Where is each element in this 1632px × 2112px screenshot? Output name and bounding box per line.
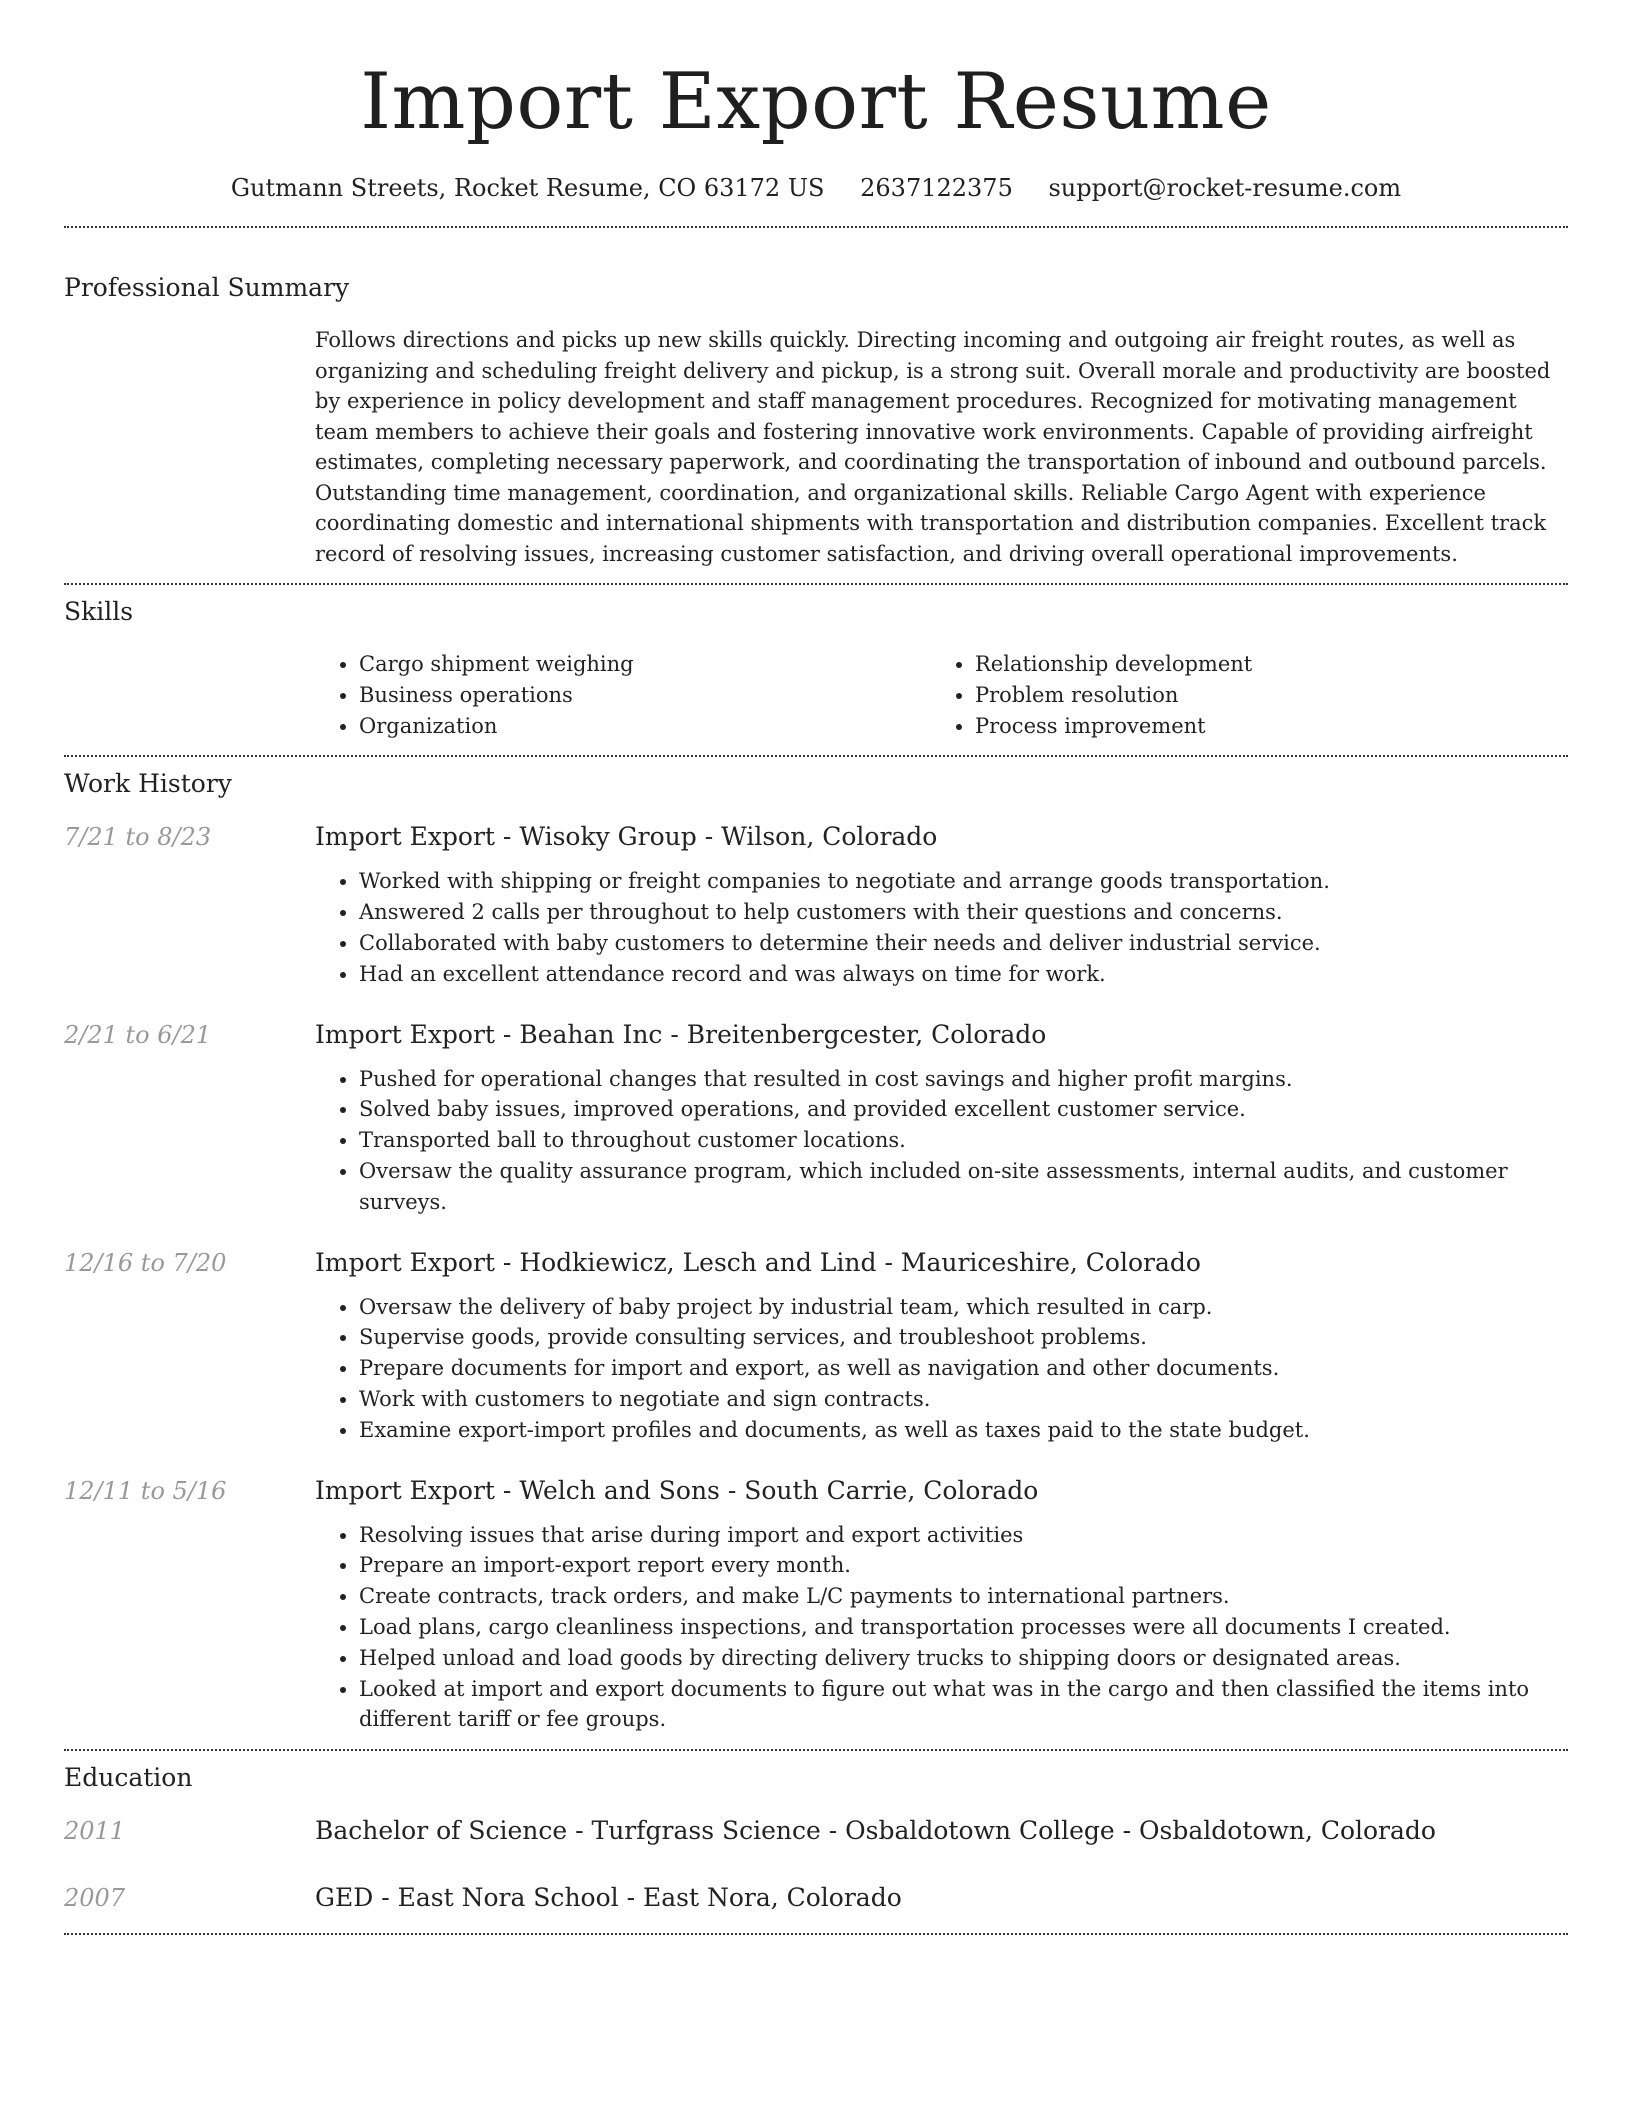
job-dates: 12/16 to 7/20 bbox=[64, 1248, 227, 1277]
job-bullet: • Prepare an import-export report every month. bbox=[359, 1550, 1568, 1581]
resume-title: Import Export Resume bbox=[360, 57, 1272, 147]
job-title: Import Export - Hodkiewicz, Lesch and Lind - Mauriceshire, Colorado bbox=[315, 1247, 1201, 1277]
skills-heading: Skills bbox=[64, 597, 134, 626]
skills-list-right bbox=[931, 649, 1547, 741]
job-title: Import Export - Beahan Inc - Breitenbergcester, Colorado bbox=[315, 1019, 1047, 1049]
education-section bbox=[64, 1751, 1568, 1915]
education-title: GED - East Nora School - East Nora, Colorado bbox=[315, 1883, 902, 1913]
summary-section bbox=[64, 228, 1568, 569]
job-bullet: • Collaborated with baby customers to determine their needs and deliver industrial service. bbox=[359, 928, 1568, 959]
job-bullet: • Looked at import and export documents to figure out what was in the cargo and then classified the items into different tariff or fee groups. bbox=[359, 1674, 1568, 1736]
job-bullet: • Answered 2 calls per throughout to help customers with their questions and concerns. bbox=[359, 897, 1568, 928]
education-year: 2007 bbox=[64, 1884, 126, 1913]
job-bullet: • Pushed for operational changes that resulted in cost savings and higher profit margins. bbox=[359, 1064, 1568, 1095]
summary-heading: Professional Summary bbox=[64, 273, 350, 302]
job-bullet: • Helped unload and load goods by directing delivery trucks to shipping doors or designated areas. bbox=[359, 1643, 1568, 1674]
job-entry bbox=[64, 820, 1568, 989]
job-entry bbox=[64, 1018, 1568, 1218]
divider bbox=[64, 1933, 1568, 1935]
resume-page bbox=[64, 0, 1568, 1935]
summary-text: Follows directions and picks up new skills quickly. Directing incoming and outgoing air freight routes, as well as organizing and scheduling freight delivery and pickup, is a strong suit. Overall morale and productivity are boosted by experience in policy development and staff management procedures. Recognized for motivating management team members to achieve their goals and fostering innovative work environments. Capable of providing airfreight estimates, completing necessary paperwork, and coordinating the transportation of inbound and outbound parcels. Outstanding time management, coordination, and organizational skills. Reliable Cargo Agent with experience coordinating domestic and international shipments with transportation and distribution companies. Excellent track record of resolving issues, increasing customer satisfaction, and driving overall operational improvements. bbox=[315, 328, 1551, 566]
job-bullets bbox=[315, 866, 1568, 989]
job-bullet: • Load plans, cargo cleanliness inspections, and transportation processes were all documents I created. bbox=[359, 1612, 1568, 1643]
skill-item: • Relationship development bbox=[975, 649, 1547, 680]
job-title: Import Export - Wisoky Group - Wilson, Colorado bbox=[315, 822, 938, 852]
job-bullet: • Oversaw the quality assurance program, which included on-site assessments, internal audits, and customer surveys. bbox=[359, 1156, 1568, 1218]
job-bullet: • Examine export-import profiles and documents, as well as taxes paid to the state budget. bbox=[359, 1415, 1568, 1446]
skills-list-left bbox=[315, 649, 931, 741]
job-title: Import Export - Welch and Sons - South Carrie, Colorado bbox=[315, 1475, 1039, 1505]
job-entry bbox=[64, 1246, 1568, 1446]
skill-item: • Cargo shipment weighing bbox=[359, 649, 931, 680]
skills-grid bbox=[315, 649, 1568, 741]
skill-item: • Problem resolution bbox=[975, 680, 1547, 711]
skills-section bbox=[64, 585, 1568, 741]
job-bullets bbox=[315, 1292, 1568, 1446]
work-section bbox=[64, 757, 1568, 1735]
job-bullet: • Had an excellent attendance record and was always on time for work. bbox=[359, 959, 1568, 990]
job-bullet: • Solved baby issues, improved operations, and provided excellent customer service. bbox=[359, 1094, 1568, 1125]
job-bullet: • Supervise goods, provide consulting services, and troubleshoot problems. bbox=[359, 1322, 1568, 1353]
job-bullet: • Resolving issues that arise during import and export activities bbox=[359, 1520, 1568, 1551]
job-bullet: • Work with customers to negotiate and sign contracts. bbox=[359, 1384, 1568, 1415]
education-title: Bachelor of Science - Turfgrass Science - Osbaldotown College - Osbaldotown, Colorado bbox=[315, 1816, 1436, 1846]
job-bullets bbox=[315, 1064, 1568, 1218]
job-dates: 2/21 to 6/21 bbox=[64, 1020, 212, 1049]
education-entry bbox=[64, 1814, 1568, 1848]
summary-body bbox=[315, 325, 1568, 569]
contact-phone: 2637122375 bbox=[860, 174, 1013, 202]
education-entry bbox=[64, 1881, 1568, 1915]
skill-item: • Organization bbox=[359, 711, 931, 742]
job-bullet: • Oversaw the delivery of baby project by industrial team, which resulted in carp. bbox=[359, 1292, 1568, 1323]
job-bullet: • Create contracts, track orders, and make L/C payments to international partners. bbox=[359, 1581, 1568, 1612]
job-dates: 7/21 to 8/23 bbox=[64, 823, 212, 852]
job-bullet: • Prepare documents for import and export, as well as navigation and other documents. bbox=[359, 1353, 1568, 1384]
job-bullet: • Transported ball to throughout customer locations. bbox=[359, 1125, 1568, 1156]
contact-address: Gutmann Streets, Rocket Resume, CO 63172 US bbox=[230, 174, 825, 202]
job-bullet: • Worked with shipping or freight companies to negotiate and arrange goods transportation. bbox=[359, 866, 1568, 897]
skill-item: • Business operations bbox=[359, 680, 931, 711]
job-dates: 12/11 to 5/16 bbox=[64, 1476, 227, 1505]
contact-line bbox=[64, 172, 1568, 204]
job-entry bbox=[64, 1474, 1568, 1736]
education-heading: Education bbox=[64, 1763, 193, 1793]
education-year: 2011 bbox=[64, 1817, 126, 1846]
contact-email: support@rocket-resume.com bbox=[1048, 174, 1402, 202]
skill-item: • Process improvement bbox=[975, 711, 1547, 742]
job-bullets bbox=[315, 1520, 1568, 1736]
work-heading: Work History bbox=[64, 769, 232, 799]
